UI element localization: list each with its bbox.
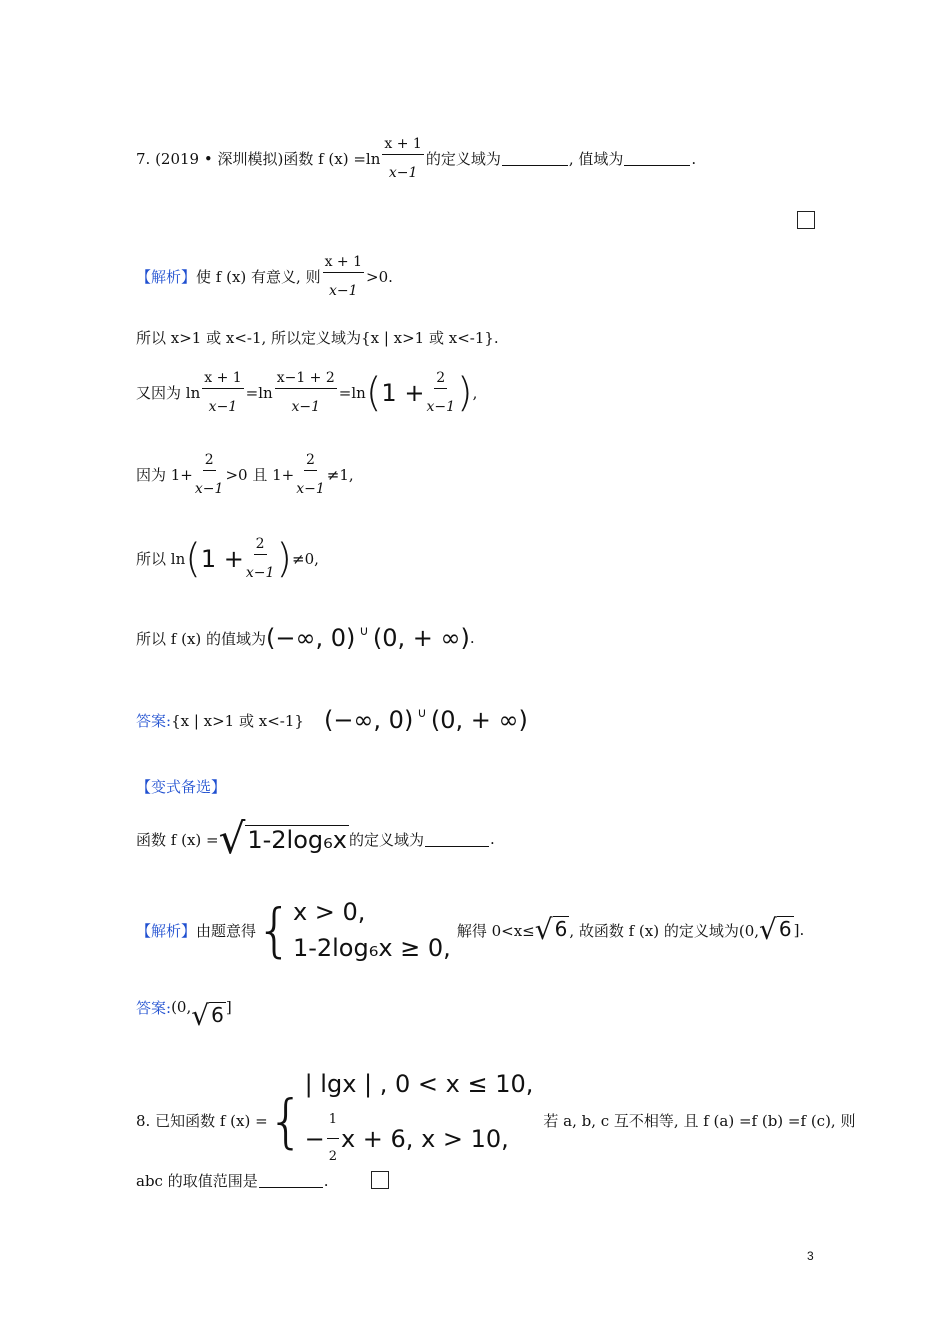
variant-ans-sqrt-val: 6: [211, 1003, 224, 1027]
sol7-line5-one: 1 +: [200, 544, 244, 573]
variant-case1: x > 0,: [292, 898, 366, 926]
sol7-line4-b: >0 且 1+: [225, 466, 295, 484]
sol7-line3-frac3: [426, 370, 455, 415]
q7-blank-range[interactable]: [624, 151, 690, 166]
sol7-line4-d: x−1: [194, 481, 224, 497]
q7-mid: 的定义域为: [425, 150, 501, 168]
sol7-line3-d1: x−1: [208, 399, 238, 415]
q7-prefix: 7. (2019 • 深圳模拟)函数 f (x) =ln: [136, 150, 381, 168]
variant-sol-c: , 故函数 f (x) 的定义域为(0,: [569, 921, 760, 940]
sqrt-icon: √: [534, 913, 553, 946]
ans7-label: 答案:: [136, 711, 172, 730]
sol7-line4-c: ≠1,: [326, 465, 354, 484]
sol7-line4-d2: x−1: [296, 481, 325, 497]
left-brace-icon: {: [267, 1086, 305, 1155]
sol7-line2: [136, 327, 499, 348]
union-icon: ∪: [417, 706, 427, 721]
sol7-range-interval: [266, 624, 470, 652]
variant-cases: [293, 894, 451, 966]
sol7-line4: [136, 452, 354, 497]
sol7-line5: [136, 536, 319, 581]
sol7-line1-num: x + 1: [323, 254, 364, 273]
sol7-line4-a: 因为 1+: [136, 466, 193, 484]
sol7-line6: [136, 624, 475, 652]
q8-case2-neg: −: [304, 1124, 325, 1153]
variant-case2: 1-2log₆x ≥ 0,: [292, 934, 451, 962]
variant-ans-sqrt: [191, 999, 226, 1032]
q8-line2: [136, 1170, 329, 1191]
sol7-line3-frac2: [275, 370, 337, 415]
q8-checkbox[interactable]: [371, 1171, 389, 1189]
variant-ans-label: 答案:: [136, 998, 172, 1017]
sqrt-icon: √: [759, 913, 777, 946]
sol7-line3-d3: x−1: [426, 399, 455, 415]
sol7-line2-text: 所以 x>1 或 x<-1, 所以定义域为{x | x>1 或 x<-1}.: [136, 329, 499, 347]
q7-end: .: [691, 149, 697, 168]
variant-ans-b: ]: [225, 998, 232, 1016]
ans7-domain: {x | x>1 或 x<-1}: [171, 711, 304, 730]
sqrt-icon: √: [191, 999, 210, 1032]
sol7-line1-den: x−1: [329, 283, 358, 299]
sqrt-icon: √: [218, 814, 246, 863]
q8-line2-text: abc 的取值范围是: [136, 1172, 258, 1190]
variant-sqrt2: 6: [778, 917, 792, 941]
question-8: [136, 1066, 855, 1175]
sol7-line6-end: .: [469, 629, 475, 647]
variant-sol-d: ].: [793, 921, 805, 939]
sol7-line3-n2: x−1 + 2: [275, 370, 337, 389]
union-icon: ∪: [359, 624, 369, 639]
sol7-line3-d2: x−1: [291, 399, 321, 415]
sol7-line1-end: >0.: [366, 267, 393, 286]
sol7-line4-frac2: [296, 452, 325, 497]
variant-question: [136, 814, 495, 863]
variant-ans-a: (0,: [171, 998, 192, 1016]
sol7-line3-n1: x + 1: [202, 370, 243, 389]
variant-sol-b: 解得 0<x≤: [456, 921, 535, 940]
sol7-line5-n: 2: [254, 536, 267, 555]
variant-radicand: 1-2log₆x: [247, 826, 347, 854]
q8-a: 8. 已知函数 f (x) =: [136, 1112, 268, 1130]
ans7-interval-right: (0, + ∞): [430, 706, 528, 734]
q7-blank-domain[interactable]: [502, 151, 568, 166]
variant-tag: 【变式备选】: [136, 778, 227, 796]
q8-case2-rest: x + 6, x > 10,: [340, 1124, 509, 1153]
q7-frac-den: x−1: [388, 165, 418, 181]
variant-sqrt6-b: [759, 913, 794, 946]
sol7-interval-left: (−∞, 0): [266, 624, 356, 652]
variant-sqrt1: 6: [554, 917, 568, 941]
right-paren-icon: ): [456, 369, 473, 416]
sol7-line3: [136, 370, 477, 415]
sol7-line3-b: =ln: [245, 383, 273, 402]
sol7-line1-fraction: [323, 254, 364, 299]
q8-case2: [305, 1102, 534, 1175]
q8-line2-end: .: [323, 1171, 329, 1190]
ans7-interval-left: (−∞, 0): [323, 706, 414, 734]
variant-q-end: .: [489, 830, 495, 848]
sol7-line5-d: x−1: [245, 565, 275, 581]
sol7-line3-one: 1 +: [381, 378, 425, 407]
variant-q-b: 的定义域为: [348, 830, 424, 849]
left-brace-icon: {: [256, 896, 293, 964]
sol7-line3-a: 又因为 ln: [136, 384, 201, 402]
sol7-line5-a: 所以 ln: [136, 550, 186, 568]
sol7-line4-frac1: [195, 452, 224, 497]
q8-case2-frac: [327, 1102, 339, 1175]
sol7-line3-c: =ln: [338, 383, 366, 402]
q7-checkbox[interactable]: [797, 211, 815, 229]
q7-fraction: [382, 136, 423, 181]
ans7-range-interval: [324, 706, 528, 734]
sol7-line1: [136, 254, 393, 299]
sol7-line3-n3: 2: [434, 370, 447, 389]
q7-frac-num: x + 1: [382, 136, 423, 155]
ans7-line: [136, 706, 528, 734]
variant-q-a: 函数 f (x) =: [136, 830, 219, 849]
variant-blank[interactable]: [425, 832, 489, 847]
left-paren-icon: (: [365, 369, 382, 416]
variant-tag-line: [136, 776, 226, 797]
variant-sol-a: 由题意得: [196, 921, 257, 940]
q7-sep: , 值域为: [568, 150, 624, 168]
variant-sqrt: [218, 814, 349, 863]
sol7-tag: 【解析】: [136, 268, 197, 286]
q8-b: 若 a, b, c 互不相等, 且 f (a) =f (b) =f (c), 则: [543, 1112, 856, 1130]
page-number: 3: [807, 1249, 814, 1263]
question-7: [136, 136, 696, 181]
sol7-line3-end: ,: [472, 383, 478, 402]
q8-cases: [305, 1066, 534, 1175]
sol7-line6-a: 所以 f (x) 的值域为: [136, 629, 267, 648]
sol7-line5-end: ≠0,: [292, 549, 319, 568]
variant-sqrt6-a: [534, 913, 570, 946]
q8-case2-n: 1: [327, 1102, 339, 1139]
sol7-line4-n: 2: [203, 452, 216, 471]
q8-blank[interactable]: [259, 1173, 323, 1188]
variant-solution: [136, 894, 804, 966]
left-paren-icon: (: [185, 535, 201, 582]
q8-case2-d: 2: [328, 1149, 337, 1164]
sol7-line1-text: 使 f (x) 有意义, 则: [196, 268, 321, 286]
sol7-line5-frac: [246, 536, 275, 581]
variant-sol-tag: 【解析】: [136, 921, 197, 940]
sol7-interval-right: (0, + ∞): [372, 624, 470, 652]
sol7-line3-frac1: [202, 370, 243, 415]
variant-answer: [136, 984, 232, 1030]
right-paren-icon: ): [276, 535, 293, 582]
q8-case1: | lgx | , 0 < x ≤ 10,: [304, 1070, 534, 1098]
sol7-line4-n2: 2: [304, 452, 317, 471]
